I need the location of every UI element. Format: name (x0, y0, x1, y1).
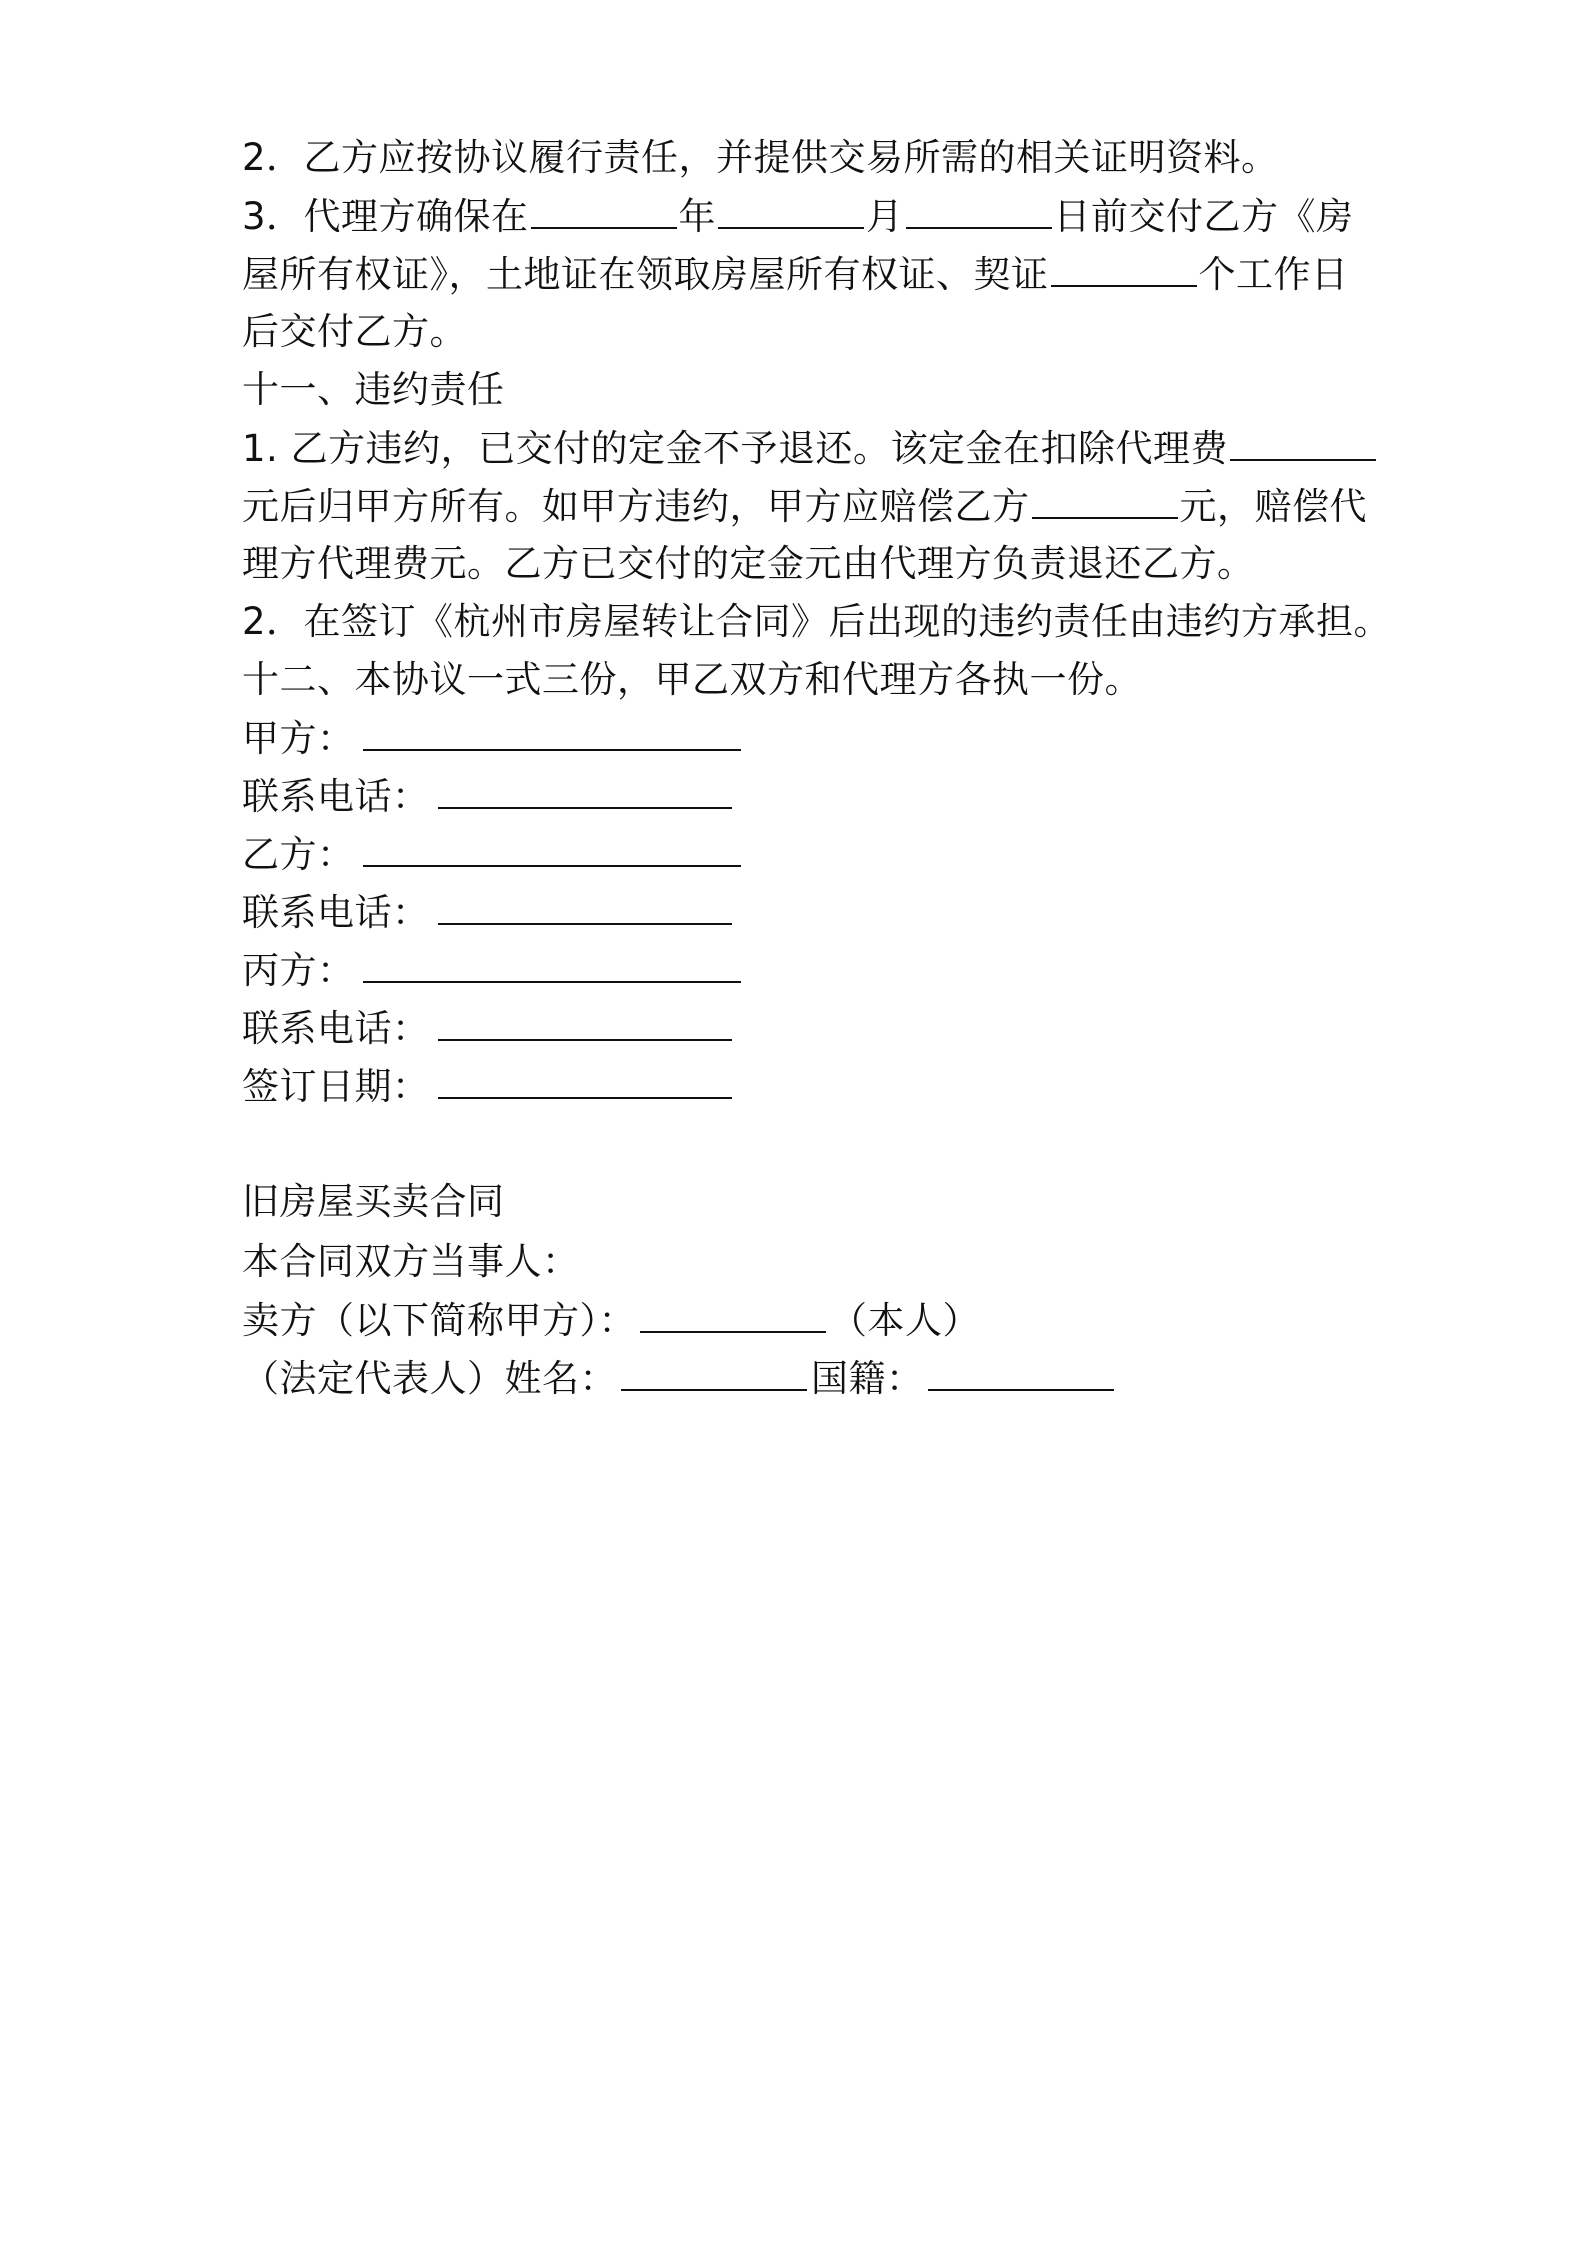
clause-10-item-3-line-1 (242, 191, 1354, 242)
item-3-line-2-b: 个工作日 (1198, 253, 1349, 296)
seller-label: 卖方（以下简称甲方）： (242, 1299, 636, 1342)
party-b-phone-blank (438, 887, 732, 925)
compensation-blank (1032, 481, 1178, 519)
party-c-blank (363, 945, 741, 983)
item-1-line-2-a: 元后归甲方所有。如甲方违约，甲方应赔偿乙方 (242, 485, 1030, 528)
seller-suffix: （本人） (830, 1299, 980, 1342)
parties-intro-text: 本合同双方当事人： (242, 1240, 580, 1283)
clause-11-item-1-line-2 (242, 481, 1367, 532)
representative-line (242, 1353, 1118, 1404)
day-blank (906, 191, 1052, 229)
party-c-phone-label: 联系电话： (242, 1007, 430, 1050)
party-b-label: 乙方： (242, 833, 355, 876)
clause-12-text: 十二、本协议一式三份，甲乙双方和代理方各执一份。 (242, 658, 1142, 701)
party-a-label: 甲方： (242, 717, 355, 760)
party-b-phone (242, 887, 732, 938)
party-b-signature (242, 829, 741, 880)
day-before-text: 日前交付乙方《房 (1053, 195, 1354, 238)
seller-blank (640, 1295, 826, 1333)
contract-2-parties-intro (242, 1237, 580, 1287)
party-c-signature (242, 945, 741, 996)
party-b-phone-label: 联系电话： (242, 891, 430, 934)
clause-11-heading (242, 365, 505, 415)
clause-11-item-1-line-3 (242, 539, 1255, 589)
sign-date-label: 签订日期： (242, 1065, 430, 1108)
clause-11-item-2-text: 2．在签订《杭州市房屋转让合同》后出现的违约责任由违约方承担。 (242, 600, 1392, 643)
party-c-label: 丙方： (242, 949, 355, 992)
party-c-phone-blank (438, 1003, 732, 1041)
item-3-line-2-a: 屋所有权证》，土地证在领取房屋所有权证、契证 (242, 253, 1049, 296)
contract-2-title-text: 旧房屋买卖合同 (242, 1180, 505, 1223)
item-3-line-3: 后交付乙方。 (242, 310, 467, 353)
clause-12 (242, 655, 1142, 705)
sign-date-blank (438, 1061, 732, 1099)
item-1-line-1: 1. 乙方违约，已交付的定金不予退还。该定金在扣除代理费 (242, 427, 1229, 470)
representative-label: （法定代表人）姓名： (242, 1357, 617, 1400)
party-c-phone (242, 1003, 732, 1054)
month-label: 月 (866, 195, 904, 238)
item-1-line-3: 理方代理费元。乙方已交付的定金元由代理方负责退还乙方。 (242, 542, 1255, 585)
seller-line (242, 1295, 980, 1346)
sign-date (242, 1061, 732, 1112)
year-blank (531, 191, 677, 229)
month-blank (718, 191, 864, 229)
nationality-label: 国籍： (811, 1357, 924, 1400)
party-a-phone (242, 771, 732, 822)
clause-11-item-2 (242, 597, 1391, 647)
party-a-blank (363, 713, 741, 751)
party-a-phone-label: 联系电话： (242, 775, 430, 818)
clause-10-item-3-line-3 (242, 307, 467, 357)
party-a-signature (242, 713, 741, 764)
year-label: 年 (678, 195, 717, 238)
item-3-prefix: 3．代理方确保在 (242, 195, 529, 238)
party-b-blank (363, 829, 741, 867)
agency-fee-blank (1230, 423, 1376, 461)
nationality-blank (928, 1353, 1114, 1391)
clause-11-item-1-line-1 (242, 423, 1378, 474)
clause-10-item-2 (242, 133, 1279, 183)
contract-2-title (242, 1177, 505, 1227)
party-a-phone-blank (438, 771, 732, 809)
clause-10-item-3-line-2 (242, 249, 1349, 300)
workdays-blank (1051, 249, 1197, 287)
representative-name-blank (621, 1353, 807, 1391)
clause-10-item-2-text: 2．乙方应按协议履行责任，并提供交易所需的相关证明资料。 (242, 136, 1279, 179)
clause-11-heading-text: 十一、违约责任 (242, 368, 505, 411)
item-1-line-2-b: 元，赔偿代 (1179, 485, 1367, 528)
